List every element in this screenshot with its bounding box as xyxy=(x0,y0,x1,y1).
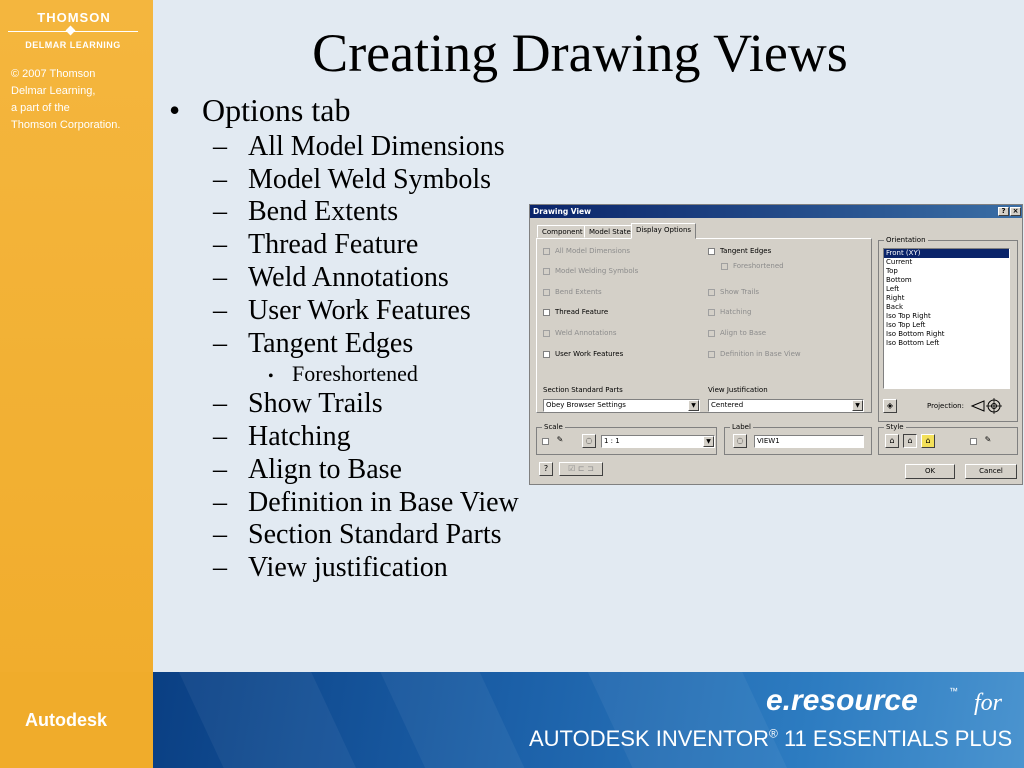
copyright-line: Delmar Learning, xyxy=(11,85,96,97)
tab-model-state[interactable]: Model State xyxy=(584,225,636,238)
shaded-style-icon[interactable]: ⌂ xyxy=(921,434,935,448)
orientation-item[interactable]: Right xyxy=(886,294,905,302)
hidden-line-removed-style-icon[interactable]: ⌂ xyxy=(903,434,917,448)
dialog-close-icon[interactable]: × xyxy=(1010,207,1021,216)
checkbox-box[interactable] xyxy=(708,289,715,296)
tangent-edges-checkbox[interactable] xyxy=(708,247,771,256)
ok-button[interactable]: OK xyxy=(905,464,955,479)
bullet-text: Model Weld Symbols xyxy=(248,164,492,195)
drawing-view-dialog xyxy=(529,204,1023,485)
label-input[interactable]: VIEW1 xyxy=(754,435,864,448)
orientation-item[interactable]: Top xyxy=(886,267,898,275)
bullet-text: Options tab xyxy=(202,92,351,128)
user-work-features-checkbox[interactable] xyxy=(543,350,623,359)
orientation-item[interactable]: Iso Bottom Right xyxy=(886,330,945,338)
weld-annotations-checkbox[interactable] xyxy=(543,329,616,338)
checkbox-box[interactable] xyxy=(708,248,715,255)
bullet-text: User Work Features xyxy=(248,295,471,326)
checkbox-box[interactable] xyxy=(543,309,550,316)
copyright-line: © 2007 Thomson xyxy=(11,68,96,80)
bullet-marker: • xyxy=(268,368,274,385)
orientation-item[interactable]: Back xyxy=(886,303,903,311)
checkbox-box[interactable] xyxy=(542,438,549,445)
orientation-item[interactable]: Current xyxy=(886,258,913,266)
checkbox-label: Weld Annotations xyxy=(555,329,617,337)
hatching-checkbox[interactable] xyxy=(708,308,751,317)
label-group-label: Label xyxy=(732,423,751,431)
dash-marker: – xyxy=(213,262,227,293)
checkbox-box[interactable] xyxy=(543,248,550,255)
select-value: Obey Browser Settings xyxy=(546,401,626,409)
tab-component[interactable]: Component xyxy=(537,225,588,238)
model-welding-symbols-checkbox[interactable] xyxy=(543,267,638,276)
orientation-item[interactable]: Bottom xyxy=(886,276,912,284)
bullet-level3 xyxy=(268,361,418,387)
bullet-text: Foreshortened xyxy=(292,361,418,386)
checkbox-box[interactable] xyxy=(708,330,715,337)
dash-marker: – xyxy=(213,295,227,326)
checkbox-box[interactable] xyxy=(970,438,977,445)
bullet-text: Thread Feature xyxy=(248,229,419,260)
checkbox-label: Bend Extents xyxy=(555,288,602,296)
bullet-level2 xyxy=(213,519,502,551)
bullet-text: Bend Extents xyxy=(248,196,399,227)
bullet-text: Hatching xyxy=(248,421,351,452)
checkbox-label: Definition in Base View xyxy=(720,350,801,358)
bullet-text: All Model Dimensions xyxy=(248,131,505,162)
copyright-line: a part of the xyxy=(11,102,70,114)
eresource-for-text: for xyxy=(974,690,1003,716)
scale-edit-icon[interactable]: ✎ xyxy=(556,435,564,444)
checkbox-box[interactable] xyxy=(543,330,550,337)
scale-lightbulb-icon[interactable]: ◌ xyxy=(582,434,596,448)
select-value: 1 : 1 xyxy=(604,437,620,445)
checkbox-label: Foreshortened xyxy=(733,262,784,270)
checkbox-box[interactable] xyxy=(708,309,715,316)
thread-feature-checkbox[interactable] xyxy=(543,308,608,317)
style-label: Style xyxy=(886,423,904,431)
bullet-text: View justification xyxy=(248,552,448,583)
slide-title: Creating Drawing Views xyxy=(312,23,848,83)
projection-label: Projection: xyxy=(927,402,964,410)
bullet-level2 xyxy=(213,487,519,519)
autodesk-logo-text: Autodesk xyxy=(25,710,108,730)
checkbox-label: User Work Features xyxy=(555,350,624,358)
publisher-logo-subname: DELMAR LEARNING xyxy=(25,40,121,50)
bullet-text: Align to Base xyxy=(248,454,402,485)
dash-marker: – xyxy=(213,196,227,227)
dash-marker: – xyxy=(213,229,227,260)
bullet-level2 xyxy=(213,421,351,453)
orientation-list[interactable] xyxy=(883,248,1010,389)
checkbox-box[interactable] xyxy=(543,289,550,296)
definition-in-base-view-checkbox[interactable] xyxy=(708,350,801,359)
orientation-item[interactable]: Iso Top Left xyxy=(886,321,926,329)
bullet-level2 xyxy=(213,388,383,420)
checkbox-label: Show Trails xyxy=(720,288,760,296)
orientation-item[interactable]: Iso Bottom Left xyxy=(886,339,940,347)
chevron-down-icon[interactable]: ▼ xyxy=(852,400,863,411)
cancel-button[interactable]: Cancel xyxy=(965,464,1017,479)
sidebar-panel xyxy=(0,0,153,672)
checkbox-label: Model Welding Symbols xyxy=(555,267,639,275)
checkbox-box[interactable] xyxy=(543,268,550,275)
select-value: Centered xyxy=(711,401,744,409)
bullet-level2 xyxy=(213,164,491,196)
help-button-icon[interactable]: ? xyxy=(539,462,553,476)
dialog-help-icon[interactable]: ? xyxy=(998,207,1009,216)
style-group xyxy=(878,423,1018,455)
copyright-line: Thomson Corporation. xyxy=(11,119,121,131)
bullet-text: Definition in Base View xyxy=(248,487,519,518)
dash-marker: – xyxy=(213,164,227,195)
all-model-dimensions-checkbox[interactable] xyxy=(543,247,630,256)
trademark-mark: ™ xyxy=(949,686,958,696)
dialog-title: Drawing View xyxy=(533,207,592,216)
publisher-logo-name: THOMSON xyxy=(37,10,111,25)
product-name-main: AUTODESK INVENTOR xyxy=(529,726,770,751)
checkbox-box[interactable] xyxy=(721,263,728,270)
bullet-level2 xyxy=(213,552,448,584)
bullet-marker: • xyxy=(169,92,181,128)
section-standard-parts-select[interactable] xyxy=(543,399,700,412)
chevron-down-icon[interactable]: ▼ xyxy=(703,436,714,447)
label-lightbulb-icon[interactable]: ◌ xyxy=(733,434,747,448)
checkbox-label: Tangent Edges xyxy=(720,247,772,255)
product-name-edition: 11 ESSENTIALS PLUS xyxy=(777,726,1013,751)
bullet-text: Weld Annotations xyxy=(248,262,449,293)
footer-banner xyxy=(0,672,1024,768)
product-name xyxy=(529,726,1012,752)
bullet-level2 xyxy=(213,295,471,327)
scale-select[interactable] xyxy=(601,435,715,448)
style-edit-icon[interactable]: ✎ xyxy=(984,435,992,444)
dash-marker: – xyxy=(213,328,227,359)
bullet-text: Show Trails xyxy=(248,388,383,419)
tab-display-options[interactable]: Display Options xyxy=(631,223,696,239)
footer-texture xyxy=(375,672,541,768)
dash-marker: – xyxy=(213,519,227,550)
align-to-base-checkbox[interactable] xyxy=(708,329,766,338)
scale-label: Scale xyxy=(544,423,563,431)
disabled-toolbar-icon[interactable]: ☑ ⊏ ⊐ xyxy=(559,462,603,476)
eresource-logo: e.resource xyxy=(766,684,918,717)
view-justification-select[interactable] xyxy=(708,399,864,412)
checkbox-label: Hatching xyxy=(720,308,752,316)
orientation-item-selected[interactable]: Front (XY) xyxy=(884,249,1009,258)
checkbox-label: All Model Dimensions xyxy=(555,247,631,255)
dash-marker: – xyxy=(213,552,227,583)
orientation-item[interactable]: Iso Top Right xyxy=(886,312,931,320)
bullet-level2 xyxy=(213,328,413,360)
checkbox-label: Align to Base xyxy=(720,329,767,337)
bullet-text: Tangent Edges xyxy=(248,328,414,359)
show-trails-checkbox[interactable] xyxy=(708,288,759,297)
checkbox-label: Thread Feature xyxy=(555,308,609,316)
dash-marker: – xyxy=(213,131,227,162)
orientation-item[interactable]: Left xyxy=(886,285,900,293)
dash-marker: – xyxy=(213,421,227,452)
bullet-level2 xyxy=(213,196,398,228)
bullet-level2 xyxy=(213,229,418,261)
chevron-down-icon[interactable]: ▼ xyxy=(688,400,699,411)
bullet-level2 xyxy=(213,262,449,294)
checkbox-box[interactable] xyxy=(708,351,715,358)
orientation-label: Orientation xyxy=(886,236,926,244)
checkbox-box[interactable] xyxy=(543,351,550,358)
bullet-level2 xyxy=(213,131,505,163)
view-justification-label: View Justification xyxy=(708,386,768,394)
dash-marker: – xyxy=(213,487,227,518)
custom-view-icon[interactable]: ◈ xyxy=(883,399,897,413)
section-standard-parts-label: Section Standard Parts xyxy=(543,386,623,394)
bullet-level1 xyxy=(169,92,350,129)
bend-extents-checkbox[interactable] xyxy=(543,288,602,297)
registered-mark: ® xyxy=(769,726,778,741)
hidden-line-style-icon[interactable]: ⌂ xyxy=(885,434,899,448)
dash-marker: – xyxy=(213,454,227,485)
footer-texture xyxy=(176,672,369,768)
dash-marker: – xyxy=(213,388,227,419)
footer-left-panel xyxy=(0,672,153,768)
dialog-titlebar xyxy=(530,205,1022,218)
foreshortened-checkbox[interactable] xyxy=(721,262,784,271)
bullet-text: Section Standard Parts xyxy=(248,519,502,550)
projection-icon[interactable] xyxy=(970,397,1004,415)
bullet-level2 xyxy=(213,454,402,486)
